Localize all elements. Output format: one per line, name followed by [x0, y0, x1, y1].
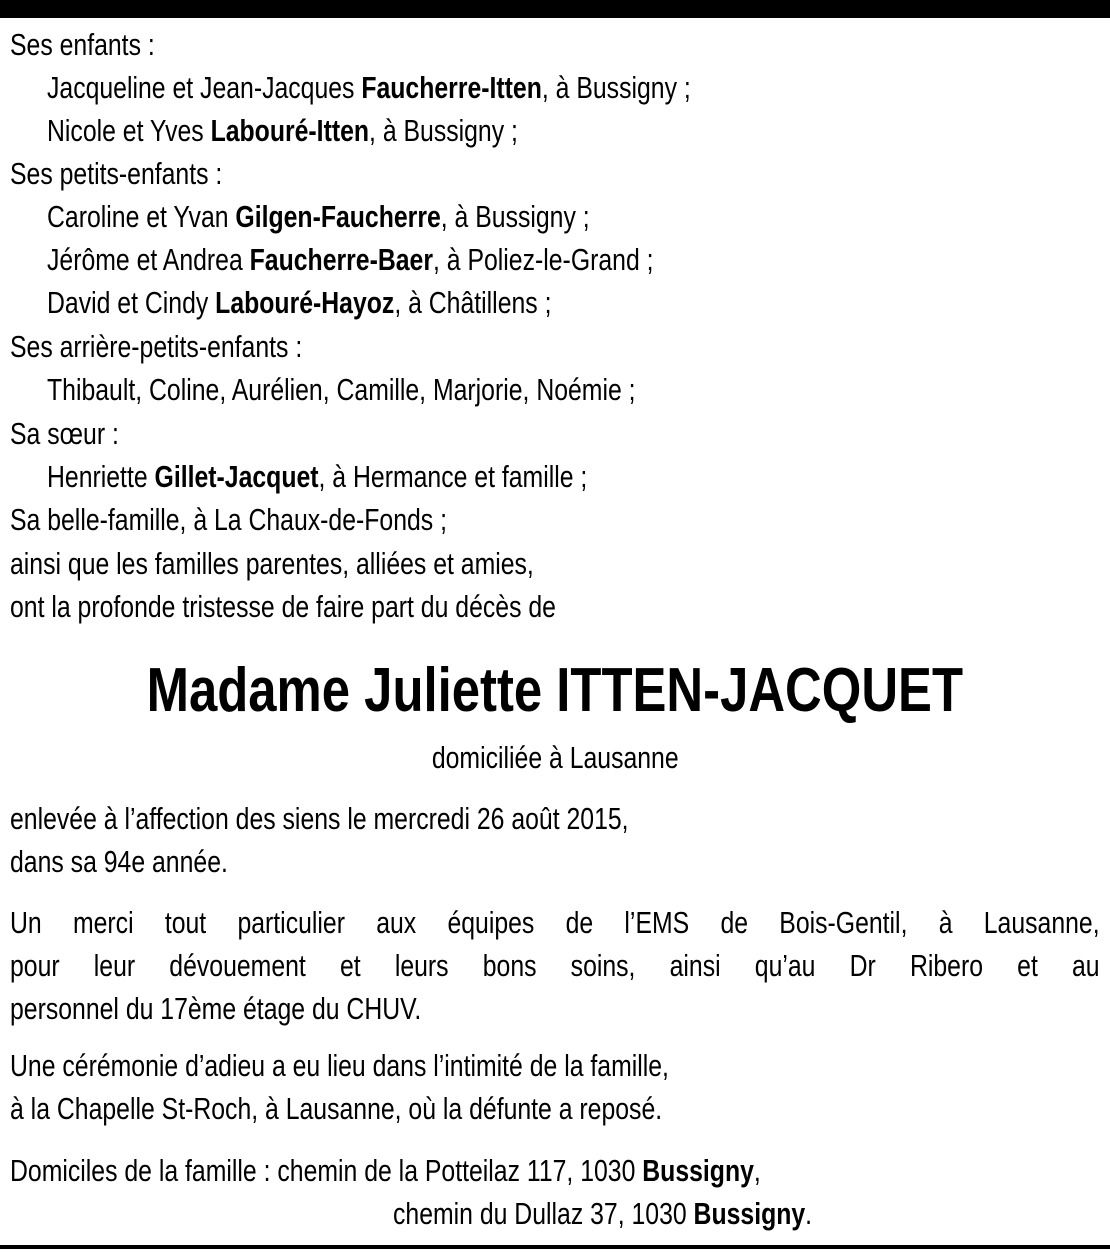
family-surname: Labouré-Itten [210, 113, 370, 148]
family-surname: Faucherre-Baer [249, 242, 433, 277]
grandchildren-heading: Ses petits-enfants : [10, 156, 223, 191]
family-entry: David et Cindy Labouré-Hayoz, à Châtillens ; [47, 285, 552, 320]
family-entry: Jérôme et Andrea Faucherre-Baer, à Poliez-le-Grand ; [47, 242, 654, 277]
family-entry: Nicole et Yves Labouré-Itten, à Bussigny ; [47, 113, 518, 148]
in-laws-line: Sa belle-famille, à La Chaux-de-Fonds ; [10, 502, 447, 537]
children-heading: Ses enfants : [10, 27, 155, 62]
announcement-line: ont la profonde tristesse de faire part du décès de [10, 589, 556, 624]
great-grandchildren-names: Thibault, Coline, Aurélien, Camille, Marjorie, Noémie ; [47, 372, 636, 407]
ceremony-line: Une cérémonie d’adieu a eu lieu dans l’intimité de la famille, [10, 1048, 669, 1083]
death-date-line: enlevée à l’affection des siens le mercredi 26 août 2015, [10, 801, 629, 836]
town-name: Bussigny [642, 1153, 754, 1188]
family-surname: Faucherre-Itten [361, 70, 542, 105]
family-surname: Gilgen-Faucherre [235, 199, 441, 234]
family-entry: Henriette Gillet-Jacquet, à Hermance et famille ; [47, 459, 588, 494]
thanks-line: Un merci tout particulier aux équipes de l’EMS de Bois-Gentil, à Lausanne, [10, 905, 1100, 940]
top-border-bar [0, 0, 1110, 18]
bottom-border-rule [0, 1245, 1110, 1249]
family-entry: Caroline et Yvan Gilgen-Faucherre, à Bussigny ; [47, 199, 590, 234]
town-name: Bussigny [693, 1196, 806, 1231]
age-line: dans sa 94e année. [10, 844, 228, 879]
address-line: chemin du Dullaz 37, 1030 Bussigny. [393, 1196, 813, 1231]
addresses-label: Domiciles de la famille : [10, 1153, 278, 1188]
thanks-line: personnel du 17ème étage du CHUV. [10, 991, 422, 1026]
family-surname: Labouré-Hayoz [215, 285, 395, 320]
great-grandchildren-heading: Ses arrière-petits-enfants : [10, 329, 303, 364]
deceased-name: Madame Juliette ITTEN-JACQUET [146, 656, 964, 725]
deceased-residence: domiciliée à Lausanne [431, 740, 679, 775]
thanks-line: pour leur dévouement et leurs bons soins, ainsi qu’au Dr Ribero et au [10, 948, 1100, 983]
family-surname: Gillet-Jacquet [154, 459, 319, 494]
family-entry: Jacqueline et Jean-Jacques Faucherre-Itten, à Bussigny ; [47, 70, 691, 105]
relatives-line: ainsi que les familles parentes, alliées et amies, [10, 546, 534, 581]
ceremony-line: à la Chapelle St-Roch, à Lausanne, où la défunte a reposé. [10, 1091, 663, 1126]
sister-heading: Sa sœur : [10, 416, 119, 451]
address-line: Domiciles de la famille : chemin de la Potteilaz 117, 1030 Bussigny, [10, 1153, 761, 1188]
